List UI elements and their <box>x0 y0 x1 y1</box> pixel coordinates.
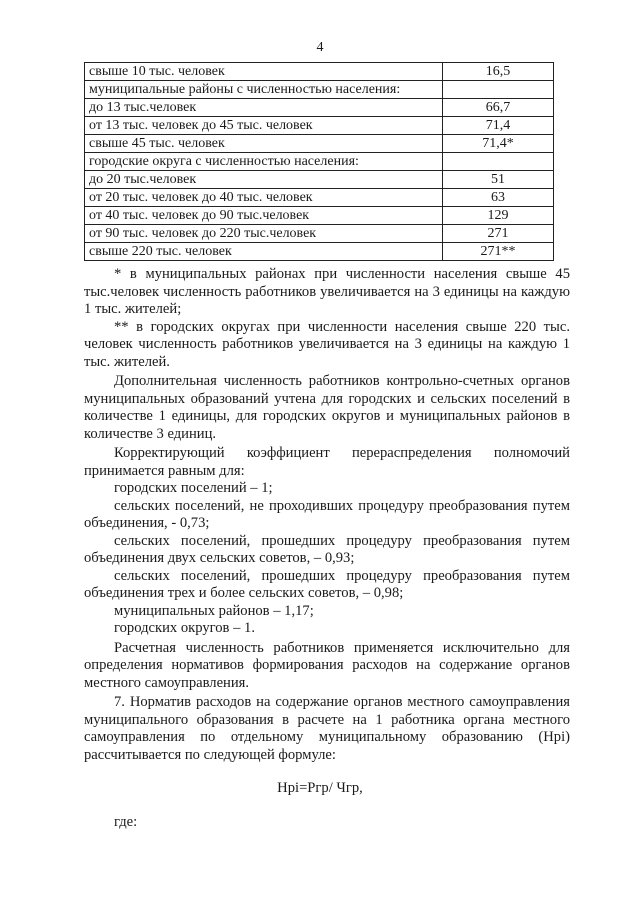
row-label: от 13 тыс. человек до 45 тыс. человек <box>85 117 443 135</box>
paragraph-estimated-staff: Расчетная численность работников применяется исключительно для определения нормативов формирования расходов на содержание органов местного самоуправления. <box>84 639 570 691</box>
footnote-2: ** в городских округах при численности населения свыше 220 тыс. человек численность работников увеличивается на 3 единицы на каждую 1 тыс. жителей. <box>84 318 570 370</box>
table-row <box>85 207 554 225</box>
row-value: 271** <box>443 243 554 261</box>
row-label: до 20 тыс.человек <box>85 171 443 189</box>
coefficient-item: сельских поселений, не проходивших процедуру преобразования путем объединения, - 0,73; <box>84 497 570 531</box>
row-value: 71,4 <box>443 117 554 135</box>
table-row <box>85 189 554 207</box>
coefficient-item: городских округов – 1. <box>114 620 255 636</box>
row-label: от 20 тыс. человек до 40 тыс. человек <box>85 189 443 207</box>
table-row <box>85 243 554 261</box>
table-row <box>85 225 554 243</box>
coefficient-item: сельских поселений, прошедших процедуру преобразования путем объединения трех и более сельских советов, – 0,98; <box>84 567 570 601</box>
coefficient-item: городских поселений – 1; <box>114 480 273 496</box>
table-row <box>85 117 554 135</box>
where-label: где: <box>114 814 138 830</box>
row-label: до 13 тыс.человек <box>85 99 443 117</box>
page-number: 4 <box>316 40 324 55</box>
table-row <box>85 135 554 153</box>
table-row <box>85 171 554 189</box>
row-label: муниципальные районы с численностью населения: <box>85 81 443 99</box>
coefficient-item: муниципальных районов – 1,17; <box>114 602 314 619</box>
staffing-norms-table <box>84 62 554 261</box>
row-label: свыше 10 тыс. человек <box>85 63 443 81</box>
row-value: 51 <box>443 171 554 189</box>
paragraph-additional-staff: Дополнительная численность работников контрольно-счетных органов муниципальных образований учтена для городских и сельских поселений в количестве 1 единицы, для городских округов и муниципальных районов в количестве 3 единиц. <box>84 373 570 442</box>
row-label: от 90 тыс. человек до 220 тыс.человек <box>85 225 443 243</box>
row-label: от 40 тыс. человек до 90 тыс.человек <box>85 207 443 225</box>
row-label: свыше 45 тыс. человек <box>85 135 443 153</box>
footnote-1: * в муниципальных районах при численности населения свыше 45 тыс.человек численность работников увеличивается на 3 единицы на каждую 1 тыс. жителей; <box>84 266 570 317</box>
row-value: 129 <box>443 207 554 225</box>
row-value: 66,7 <box>443 99 554 117</box>
row-value <box>443 81 554 99</box>
paragraph-coefficient: Корректирующий коэффициент перераспределения полномочий принимается равным для: <box>84 445 570 479</box>
row-value: 63 <box>443 189 554 207</box>
table-row <box>85 99 554 117</box>
table-row <box>85 81 554 99</box>
row-value: 16,5 <box>443 63 554 81</box>
table-row <box>85 63 554 81</box>
row-value <box>443 153 554 171</box>
formula: Нрi=Ргр/ Чгр, <box>277 780 363 796</box>
row-label: городские округа с численностью населения: <box>85 153 443 171</box>
row-value: 71,4* <box>443 135 554 153</box>
row-label: свыше 220 тыс. человек <box>85 243 443 261</box>
coefficient-item: сельских поселений, прошедших процедуру преобразования путем объединения двух сельских советов, – 0,93; <box>84 532 570 566</box>
row-value: 271 <box>443 225 554 243</box>
table-row <box>85 153 554 171</box>
body-text <box>84 266 570 764</box>
paragraph-item-7: 7. Норматив расходов на содержание органов местного самоуправления муниципального образования в расчете на 1 работника органа местного самоуправления по отдельному муниципальному образованию (Нрi) рассчитывается по следующей формуле: <box>84 694 570 763</box>
